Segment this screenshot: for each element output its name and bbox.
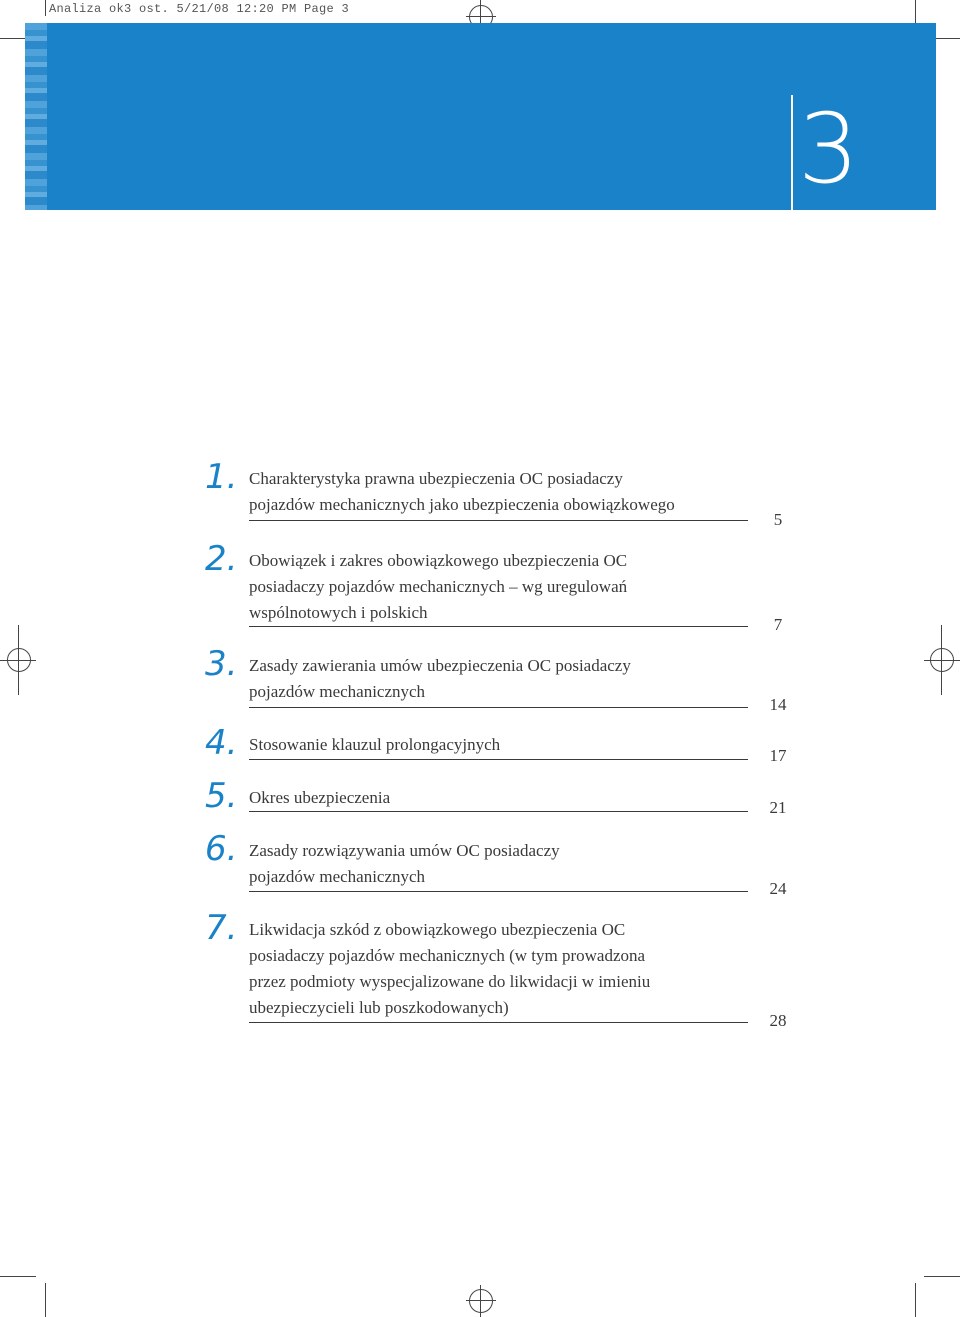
toc-number: 5. [205,776,238,816]
toc-number: 1. [205,457,238,497]
toc-leader-line [249,811,748,812]
toc-page-number: 28 [769,1011,787,1030]
toc-title-line: Stosowanie klauzul prolongacyjnych [249,735,501,754]
banner-texture [25,23,47,210]
toc-page-number: 5 [773,510,783,529]
toc-page-number: 14 [769,695,787,714]
toc-leader-line [249,891,748,892]
toc-page-number: 21 [769,798,787,817]
toc-title-line: Zasady rozwiązywania umów OC posiadaczy [249,841,560,860]
toc-title-line: Charakterystyka prawna ubezpieczenia OC posiadaczy [249,469,623,488]
toc-page-number: 24 [769,879,787,898]
toc-title [249,917,719,1021]
toc-page-number: 7 [773,615,783,634]
toc-title-line: Okres ubezpieczenia [249,788,391,807]
chapter-banner [25,23,936,210]
toc-number: 7. [205,908,238,948]
toc-title-line: wspólnotowych i polskich [249,603,428,622]
toc-title-line: Zasady zawierania umów ubezpieczenia OC posiadaczy [249,656,631,675]
print-slug: Analiza ok3 ost. 5/21/08 12:20 PM Page 3 [49,2,350,16]
toc-number: 6. [205,829,238,869]
toc-title [249,838,719,890]
toc-number: 3. [205,644,238,684]
toc-title-line: Obowiązek i zakres obowiązkowego ubezpieczenia OC [249,551,628,570]
toc-number: 2. [205,539,238,579]
toc-title-line: ubezpieczycieli lub poszkodowanych) [249,998,509,1017]
toc-title [249,548,719,626]
toc-leader-line [249,520,748,521]
toc-leader-line [249,759,748,760]
toc-title-line: przez podmioty wyspecjalizowane do likwidacji w imieniu [249,972,651,991]
toc-title [249,653,719,705]
toc-title-line: posiadaczy pojazdów mechanicznych – wg uregulowań [249,577,628,596]
toc-title-line: posiadaczy pojazdów mechanicznych (w tym prowadzona [249,946,646,965]
chapter-number: 3 [798,93,860,205]
toc-title [249,732,719,758]
toc-title [249,785,719,811]
toc-number: 4. [205,723,238,763]
toc-title-line: pojazdów mechanicznych [249,867,426,886]
toc-leader-line [249,1022,748,1023]
toc-title-line: pojazdów mechanicznych [249,682,426,701]
toc-title-line: pojazdów mechanicznych jako ubezpieczenia obowiązkowego [249,495,675,514]
toc-leader-line [249,626,748,627]
toc-leader-line [249,707,748,708]
toc-title [249,466,719,518]
toc-title-line: Likwidacja szkód z obowiązkowego ubezpieczenia OC [249,920,626,939]
toc-page-number: 17 [769,746,787,765]
banner-divider [791,95,793,210]
